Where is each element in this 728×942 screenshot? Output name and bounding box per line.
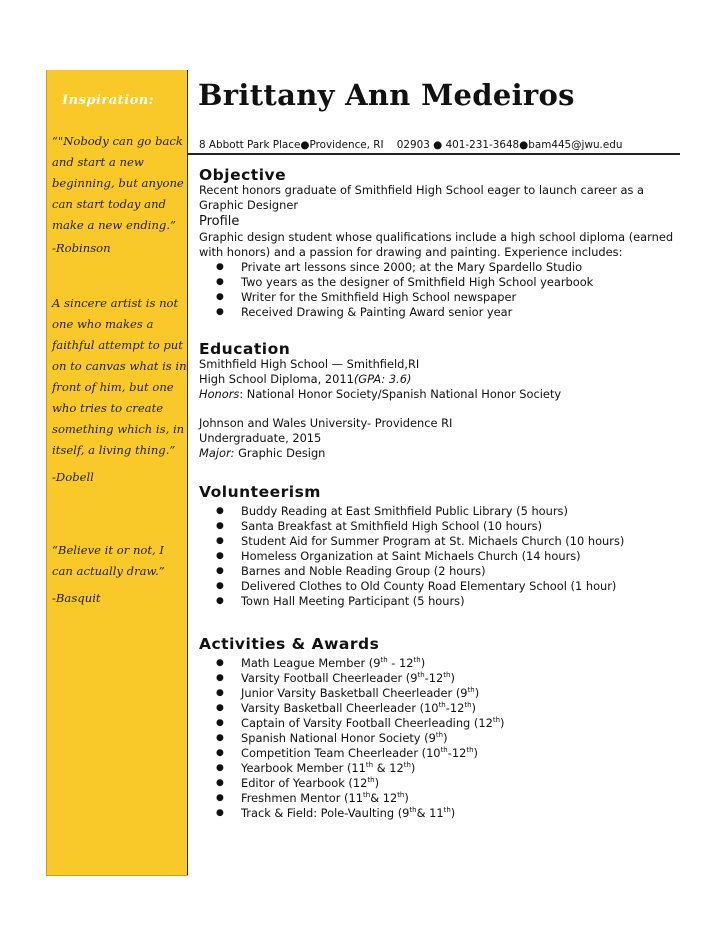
education-major: Graphic Design (234, 446, 326, 460)
header-rule (188, 153, 680, 155)
list-item: ● Varsity Basketball Cheerleader (10th-12th) (199, 701, 679, 716)
education-honors: : National Honor Society/Spanish National Honor Society (239, 387, 562, 401)
education-school2: Johnson and Wales University- Providence RI (199, 416, 453, 430)
contact-zip: 02903 (396, 139, 430, 151)
profile-heading: Profile (199, 214, 240, 229)
list-item: ● Captain of Varsity Football Cheerleading (12th) (199, 716, 679, 731)
inspiration-quotes (52, 84, 187, 609)
volunteerism-heading: Volunteerism (199, 483, 321, 501)
activities-list (199, 656, 679, 821)
education-school1: Smithfield High School — Smithfield,RI (199, 357, 420, 371)
education-honors-label: Honors (199, 387, 240, 401)
contact-separator: ● (433, 139, 443, 151)
contact-line (199, 139, 622, 151)
activities-heading: Activities & Awards (199, 635, 380, 653)
sidebar-divider (187, 70, 188, 875)
quote-robinson: “"Nobody can go back and start a new beginning, but anyone can start today and make a new ending.” (52, 134, 184, 232)
list-item: ● Yearbook Member (11th & 12th) (199, 761, 679, 776)
education-major-line (199, 446, 679, 461)
quote-author-basquit: -Basquit (52, 591, 101, 605)
contact-street: 8 Abbott Park Place (199, 139, 301, 151)
list-item: ● Received Drawing & Painting Award senior year (199, 305, 679, 320)
list-item: ● Spanish National Honor Society (9th) (199, 731, 679, 746)
quote-dobell: A sincere artist is not one who makes a faithful attempt to put on to canvas what is in front of him, but one who tries to create something which is, in itself, a living thing.” (52, 296, 187, 457)
education-diploma: High School Diploma, 2011 (199, 372, 354, 386)
contact-separator: ● (300, 139, 310, 151)
resume-name: Brittany Ann Medeiros (198, 78, 575, 112)
contact-separator: ● (519, 139, 529, 151)
list-item: ● Buddy Reading at East Smithfield Public Library (5 hours) (199, 504, 679, 519)
education-heading: Education (199, 340, 291, 358)
profile-text: Graphic design student whose qualifications include a high school diploma (earned with honors) and a passion for drawing and painting. Experience includes: (199, 230, 674, 259)
list-item: ● Private art lessons since 2000; at the Mary Spardello Studio (199, 260, 679, 275)
education-degree: Undergraduate, 2015 (199, 431, 322, 445)
quote-basquit: “Believe it or not, I can actually draw.” (52, 543, 165, 578)
education-honors-line (199, 387, 679, 402)
list-item: ● Homeless Organization at Saint Michaels Church (14 hours) (199, 549, 679, 564)
quote-author-robinson: -Robinson (52, 241, 111, 255)
education-diploma-line (199, 372, 679, 387)
list-item: ● Track & Field: Pole-Vaulting (9th& 11th) (199, 806, 679, 821)
education-major-label: Major: (199, 446, 235, 460)
contact-email: bam445@jwu.edu (528, 139, 623, 151)
list-item: ● Freshmen Mentor (11th& 12th) (199, 791, 679, 806)
list-item: ● Writer for the Smithfield High School newspaper (199, 290, 679, 305)
list-item: ● Santa Breakfast at Smithfield High School (10 hours) (199, 519, 679, 534)
education-gpa: (GPA: 3.6) (353, 372, 412, 386)
list-item: ● Delivered Clothes to Old County Road Elementary School (1 hour) (199, 579, 679, 594)
list-item: ● Two years as the designer of Smithfield High School yearbook (199, 275, 679, 290)
profile-list (199, 260, 679, 320)
objective-heading: Objective (199, 166, 287, 184)
list-item: ● Varsity Football Cheerleader (9th-12th) (199, 671, 679, 686)
contact-phone: 401-231-3648 (445, 139, 520, 151)
objective-text: Recent honors graduate of Smithfield High School eager to launch career as a Graphic Designer (199, 183, 645, 212)
contact-city: Providence, RI (309, 139, 384, 151)
resume-body (199, 168, 679, 821)
list-item: ● Editor of Yearbook (12th) (199, 776, 679, 791)
list-item: ● Town Hall Meeting Participant (5 hours) (199, 594, 679, 609)
list-item: ● Student Aid for Summer Program at St. Michaels Church (10 hours) (199, 534, 679, 549)
volunteerism-list (199, 504, 679, 609)
list-item: ● Competition Team Cheerleader (10th-12th) (199, 746, 679, 761)
quote-author-dobell: -Dobell (52, 470, 94, 484)
list-item: ● Math League Member (9th - 12th) (199, 656, 679, 671)
inspiration-heading: Inspiration: (62, 93, 155, 108)
list-item: ● Junior Varsity Basketball Cheerleader (9th) (199, 686, 679, 701)
list-item: ● Barnes and Noble Reading Group (2 hours) (199, 564, 679, 579)
